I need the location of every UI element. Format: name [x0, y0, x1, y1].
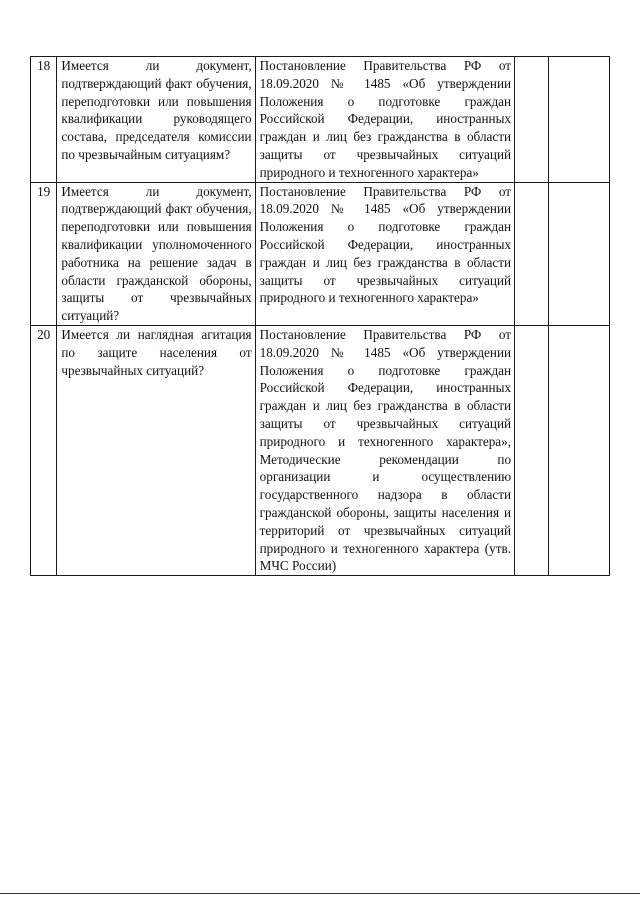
legal-basis-cell: Постановление Правительства РФ от 18.09.2020 № 1485 «Об утверждении Положения о подготовке граждан Российской Федерации, иностранных граждан и лиц без гражданства в области защиты от чрезвычайных ситуаций природного и техногенного характера»: [255, 57, 514, 183]
question-cell: Имеется ли документ, подтверждающий факт обучения, переподготовки или повышения квалификации уполномоченного работника на решение задач в области гражданской обороны, защиты от чрезвычайных ситуаций?: [57, 182, 255, 325]
note-cell: [548, 182, 609, 325]
row-number: 20: [31, 325, 57, 575]
legal-basis-cell: Постановление Правительства РФ от 18.09.2020 № 1485 «Об утверждении Положения о подготовке граждан Российской Федерации, иностранных граждан и лиц без гражданства в области защиты от чрезвычайных ситуаций природного и техногенного характера»: [255, 182, 514, 325]
answer-cell: [515, 57, 549, 183]
question-cell: Имеется ли наглядная агитация по защите населения от чрезвычайных ситуаций?: [57, 325, 255, 575]
table-row: [31, 57, 610, 183]
table-row: [31, 325, 610, 575]
row-number: 19: [31, 182, 57, 325]
note-cell: [548, 325, 609, 575]
answer-cell: [515, 325, 549, 575]
answer-cell: [515, 182, 549, 325]
table-row: [31, 182, 610, 325]
note-cell: [548, 57, 609, 183]
checklist-table: [30, 56, 610, 576]
page-bottom-divider: [0, 893, 640, 894]
row-number: 18: [31, 57, 57, 183]
question-cell: Имеется ли документ, подтверждающий факт обучения, переподготовки или повышения квалификации руководящего состава, председателя комиссии по чрезвычайным ситуациям?: [57, 57, 255, 183]
legal-basis-cell: Постановление Правительства РФ от 18.09.2020 № 1485 «Об утверждении Положения о подготовке граждан Российской Федерации, иностранных граждан и лиц без гражданства в области защиты от чрезвычайных ситуаций природного и техногенного характера», Методические рекомендации по организации и осуществлению государственного надзора в области гражданской обороны, защиты населения и территорий от чрезвычайных ситуаций природного и техногенного характера (утв. МЧС России): [255, 325, 514, 575]
